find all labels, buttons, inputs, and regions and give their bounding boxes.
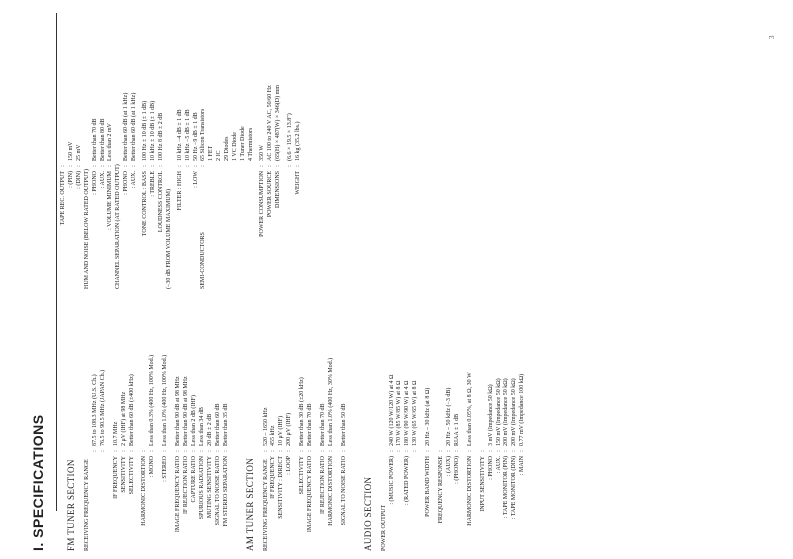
spec-row: [121, 319, 129, 551]
separator-colon: :: [67, 165, 74, 167]
spec-row: [412, 319, 420, 551]
right-column: [60, 7, 303, 289]
spec-value: 0.77 mV (Impedance 100 kΩ): [519, 373, 526, 446]
power-output-label: POWER OUTPUT: [380, 504, 387, 551]
am-range-value: 520 – 1650 kHz: [262, 407, 269, 446]
title-rule: [56, 13, 57, 511]
spec-label: IF FREQUENCY: [112, 456, 119, 499]
separator-colon: :: [274, 165, 281, 167]
semiconductor-item: 1 Tuner Diode: [239, 126, 246, 161]
spec-row: [199, 319, 207, 551]
spec-value: 87.5 to 108.3 MHz (U.S. Ch.): [91, 374, 98, 446]
spec-row: [223, 319, 231, 551]
spec-label: WEIGHT: [295, 171, 302, 195]
spec-label: FM STEREO SEPARATION: [222, 456, 229, 527]
spec-label: : AUX.: [99, 171, 106, 189]
tone-control-spec-list: [142, 7, 166, 289]
spec-row: [113, 319, 121, 551]
spec-label: FREQUENCY RESPONSE: [438, 456, 445, 524]
spec-row: [142, 7, 150, 289]
semiconductor-item: 4 Thermistors: [247, 127, 254, 161]
separator-colon: :: [183, 450, 190, 452]
spec-row: [129, 319, 137, 551]
separator-colon: :: [99, 165, 106, 167]
spec-value: Less than 1.0% (400 Hz, 30% Mod.): [327, 357, 334, 446]
spec-row: [341, 319, 349, 551]
separator-colon: :: [214, 450, 221, 452]
spec-label: : MAIN: [519, 456, 526, 476]
separator-colon: :: [446, 450, 452, 452]
separator-colon: :: [192, 165, 199, 167]
spec-value: Less than 2 mV: [107, 123, 114, 161]
separator-colon: :: [162, 450, 169, 452]
spec-value: 200 mV (Impedance 50 kΩ): [503, 378, 510, 446]
spec-value: Better than 60 dB (±400 kHz): [128, 374, 135, 446]
spec-value: 100 Hz 8 dB ± 2 dB: [157, 112, 164, 161]
spec-row: [92, 319, 100, 551]
page-title: I. SPECIFICATIONS: [30, 414, 46, 551]
separator-colon: :: [91, 165, 98, 167]
separator-colon: :: [141, 450, 148, 452]
separator-colon: :: [60, 165, 66, 167]
separator-colon: :: [412, 450, 419, 452]
loudness-note: (−30 dB FROM VOLUME MAXIMUM): [165, 189, 172, 289]
spec-value: Less than 0.05%, at 8 Ω, 30 W: [466, 372, 473, 446]
spec-label: : (MUSIC POWER): [388, 456, 395, 505]
audio-section-heading: AUDIO SECTION: [362, 476, 373, 551]
spec-value: Better than 50 dB: [340, 403, 347, 446]
spec-label: : (RATED POWER): [404, 456, 411, 505]
spec-value: Less than 2 dB (IHF): [190, 395, 197, 446]
separator-colon: :: [295, 165, 302, 167]
spec-label: : VOLUME MINIMUM: [107, 171, 114, 230]
spec-label: : (PIN): [67, 171, 74, 188]
spec-row: [307, 319, 315, 551]
separator-colon: :: [120, 450, 127, 452]
spec-value: 150 mV: [67, 141, 74, 161]
fm-section-heading: FM TUNER SECTION: [66, 459, 76, 551]
spec-value: Better than 90 dB at 98 MHz: [175, 376, 182, 446]
separator-colon: :: [157, 165, 164, 167]
spec-label: SELECTIVITY: [128, 456, 135, 495]
spec-label: IMAGE FREQUENCY RATIO: [307, 456, 314, 533]
separator-colon: :: [453, 450, 460, 452]
spec-value: Better than 35 dB: [222, 403, 229, 446]
spec-row: [286, 319, 294, 551]
semiconductor-item: 1 FET: [208, 145, 215, 161]
spec-label: : STEREO: [162, 456, 169, 482]
spec-value: Better than 90 dB at 98 MHz: [183, 376, 190, 446]
spec-row: [68, 7, 76, 289]
spec-row: [320, 319, 328, 551]
separator-colon: :: [184, 165, 191, 167]
spec-label: : TAPE MONITOR (DIN): [511, 456, 518, 520]
spec-label: : AUX.: [495, 456, 502, 474]
spec-row: [328, 319, 336, 551]
spec-value: 3 mV (Impedance 50 kΩ): [487, 384, 494, 446]
separator-colon: :: [142, 165, 149, 167]
separator-colon: :: [425, 450, 432, 452]
spec-label: INPUT SENSITIVITY: [479, 456, 486, 512]
spec-value: Better than 60 dB (at 1 kHz): [123, 92, 130, 161]
separator-colon: :: [91, 450, 98, 452]
spec-value: 2 μV (IHF) at 98 MHz: [120, 391, 127, 446]
spec-value: 100 Hz ± 10 dB (± 1 dB): [142, 100, 149, 161]
separator-colon: :: [112, 450, 119, 452]
spec-row: [150, 7, 158, 289]
spec-value: 16 kg (35.2 lbs.): [295, 121, 302, 161]
spec-label: SIGNAL TO NOISE RATIO: [214, 456, 221, 526]
spec-value: 170 W (85 W/85 W) at 8 Ω: [396, 380, 403, 446]
spec-label: IF REJECTION RATIO: [183, 456, 190, 514]
spec-label: IMAGE FREQUENCY RATIO: [175, 456, 182, 533]
filter-spec-list: [177, 7, 201, 289]
power-spec-list: [259, 7, 304, 289]
semiconductor-item: 1 VC Diode: [232, 132, 239, 161]
separator-colon: :: [340, 450, 347, 452]
spec-row: [158, 7, 166, 289]
hum-noise-spec-list: [92, 7, 116, 289]
spec-row: [123, 7, 131, 289]
separator-colon: :: [258, 165, 265, 167]
spec-label: SENSITIVITY: [120, 456, 127, 493]
spec-row: [295, 7, 303, 289]
spec-value: 130 W (65 W/65 W) at 8 Ω: [412, 380, 419, 446]
am-range-label: RECEIVING FREQUENCY RANGE: [262, 459, 269, 551]
tape-rec-spec-list: [60, 7, 84, 289]
spec-label: : LOOP: [286, 456, 293, 475]
separator-colon: :: [266, 165, 273, 167]
spec-value: (6.6 × 19.5 × 13.8"): [287, 113, 294, 161]
separator-colon: :: [466, 450, 473, 452]
separator-colon: :: [107, 165, 114, 167]
spec-value: 10 kHz −5 dB ± 1 dB: [184, 109, 191, 161]
spec-row: [446, 319, 454, 551]
separator-colon: :: [75, 165, 82, 167]
separator-colon: :: [286, 450, 293, 452]
spec-label: POWER SOURCE: [266, 171, 273, 218]
spec-row: [467, 319, 475, 551]
semiconductor-item: 65 Silicon Transistors: [200, 108, 207, 161]
fm-spec-list: [92, 319, 231, 551]
spec-label: TAPE REC. OUTPUT: [60, 171, 66, 226]
spec-label: POWER BAND WIDTH: [425, 456, 432, 517]
spec-value: AC 100 to 240 V AC, 50/60 Hz: [266, 85, 273, 161]
separator-colon: :: [396, 450, 403, 452]
spec-row: [454, 319, 462, 551]
spec-label: SPURIOUS RADIATION: [198, 456, 205, 520]
channel-separation-spec-list: [123, 7, 139, 289]
spec-value: Better than 70 dB: [319, 403, 326, 446]
spec-value: Better than 70 dB: [91, 118, 98, 161]
spec-row: [175, 319, 183, 551]
spec-label: IF REJECTION RATIO: [319, 456, 326, 514]
spec-value: Less than 1.0% (400 Hz, 100% Mod.): [162, 354, 169, 446]
separator-colon: :: [176, 165, 183, 167]
spec-row: [131, 7, 139, 289]
semiconductors-label: SEMI-CONDUCTORS: [200, 232, 207, 289]
spec-value: 20 Hz – 50 kHz (−3 dB): [446, 387, 452, 446]
semiconductors-values: [200, 7, 255, 161]
separator-colon: :: [222, 450, 229, 452]
spec-row: [215, 319, 223, 551]
separator-colon: :: [327, 450, 334, 452]
separator-colon: :: [388, 450, 395, 452]
spec-label: POWER CONSUMPTION: [258, 171, 265, 237]
separator-colon: :: [519, 450, 526, 452]
spec-row: [76, 7, 84, 289]
separator-colon: :: [438, 450, 445, 452]
spec-label: HARMONIC DISTORTION: [141, 456, 148, 526]
am-spec-list: [270, 319, 348, 551]
spec-label: CAPTURE RATIO: [190, 456, 197, 503]
spec-label: HARMONIC DISTORTION: [327, 456, 334, 526]
semiconductor-item: 2 IC: [216, 150, 223, 161]
spec-label: SELECTIVITY: [299, 456, 306, 495]
spec-value: 76.5 to 90.5 MHz (JAPAN Ch.): [99, 369, 106, 446]
spec-row: [183, 319, 191, 551]
separator-colon: :: [198, 450, 205, 452]
separator-colon: :: [149, 450, 156, 452]
channel-separation-label: CHANNEL SEPARATION (AT RATED OUTPUT): [115, 164, 122, 289]
spec-label: : (DIN): [75, 171, 82, 189]
fm-range-label: RECEIVING FREQUENCY RANGE: [84, 459, 90, 551]
spec-label: : PHONO: [91, 171, 98, 195]
spec-row: [177, 7, 185, 289]
left-column: [60, 319, 527, 551]
spec-value: Better than 30 dB (±20 kHz): [299, 377, 306, 446]
spec-label: : TREBLE: [149, 171, 156, 197]
spec-label: LOUDNESS CONTROL: [157, 171, 164, 233]
spec-row: [60, 7, 68, 289]
separator-colon: :: [149, 165, 156, 167]
spec-value: 200 μV (IHF): [286, 412, 293, 446]
spec-label: : (AUX): [446, 456, 452, 477]
spec-label: HARMONIC DISTORTION: [466, 456, 473, 526]
spec-value: 350 W: [258, 144, 265, 161]
separator-colon: :: [278, 450, 285, 452]
spec-value: Better than 70 dB: [307, 403, 314, 446]
spec-label: MUTING SENSITIVITY: [206, 456, 213, 519]
spec-row: [438, 319, 446, 551]
spec-row: [207, 319, 215, 551]
separator-colon: :: [319, 450, 326, 452]
spec-row: [267, 7, 275, 289]
spec-value: RIAA ± 1 dB: [453, 413, 460, 446]
spec-value: Less than 34 dB: [198, 407, 205, 446]
spec-row: [425, 319, 433, 551]
spec-value: Better than 60 dB: [214, 403, 221, 446]
spec-label: : TAPE MONITOR (PIN): [503, 456, 510, 519]
spec-row: [92, 7, 100, 289]
spec-value: 50 Hz −9 dB ± 1 dB: [192, 112, 199, 161]
page-number: 3: [768, 35, 776, 39]
spec-value: Better than 60 dB (at 1 kHz): [131, 92, 138, 161]
spec-label: : AUX.: [131, 171, 138, 189]
separator-colon: :: [511, 450, 518, 452]
spec-value: 20 dB ± 2 dB: [206, 413, 213, 446]
spec-value: 10 kHz −4 dB ± 1 dB: [176, 109, 183, 161]
separator-colon: :: [307, 450, 314, 452]
spec-value: (65(H) × 487(W) × 346(D) mm: [274, 85, 281, 161]
spec-value: 150 mV (Impedance 50 kΩ): [495, 378, 502, 446]
spec-label: SENSITIVITY : DIRECT: [278, 456, 285, 519]
spec-value: 25 mV: [75, 144, 82, 161]
spec-label: DIMENSIONS: [274, 171, 281, 209]
separator-colon: :: [404, 450, 411, 452]
separator-colon: :: [262, 450, 269, 452]
spec-label: TONE CONTROL : BASS: [142, 171, 149, 237]
separator-colon: :: [128, 450, 135, 452]
spec-row: [259, 7, 267, 289]
audio-spec-list: [389, 319, 528, 551]
separator-colon: :: [123, 165, 130, 167]
spec-label: IF FREQUENCY: [270, 456, 277, 499]
spec-row: [100, 319, 108, 551]
am-range-row: [263, 319, 271, 551]
spec-row: [275, 7, 283, 289]
am-section-heading: AM TUNER SECTION: [244, 457, 255, 551]
separator-colon: :: [299, 450, 306, 452]
spec-value: 180 W (90 W/90 W) at 4 Ω: [404, 380, 411, 446]
spec-value: 20 Hz – 30 kHz (at 8 Ω): [425, 387, 432, 446]
spec-row: [193, 7, 201, 289]
spec-value: 10.7 MHz: [112, 421, 119, 446]
separator-colon: :: [287, 165, 294, 167]
spec-row: [100, 7, 108, 289]
separator-colon: :: [200, 165, 207, 167]
spec-value: 10 kHz ± 10 dB (± 1 dB): [149, 100, 156, 161]
spec-row: [488, 319, 496, 551]
hum-noise-label: HUM AND NOISE (BELOW RATED OUTPUT): [83, 168, 90, 289]
spec-label: : PHONO: [487, 456, 494, 480]
separator-colon: :: [206, 450, 213, 452]
spec-row: [480, 319, 488, 551]
separator-colon: :: [270, 450, 277, 452]
spec-value: Better than 80 dB: [99, 118, 106, 161]
separator-colon: :: [503, 450, 510, 452]
spec-value: 200 mV (Impedance 50 kΩ): [511, 378, 518, 446]
spec-row: [519, 319, 527, 551]
spec-label: SIGNAL TO NOISE RATIO: [340, 456, 347, 526]
spec-label: : PHONO: [123, 171, 130, 195]
spec-label: : LOW: [192, 171, 199, 188]
separator-colon: :: [175, 450, 182, 452]
semiconductors-row: [200, 7, 255, 289]
spec-value: 240 W (120 W/120 W) at 4 Ω: [388, 374, 395, 446]
separator-colon: :: [479, 450, 486, 452]
separator-colon: :: [131, 165, 138, 167]
spec-row: [149, 319, 157, 551]
semiconductor-item: 29 Diodes: [224, 136, 231, 161]
spec-label: : (PHONO): [453, 456, 460, 484]
spec-label: FILTER : HIGH: [176, 171, 183, 211]
spec-row: [185, 7, 193, 289]
spec-value: 455 kHz: [270, 425, 277, 446]
spec-value: Less than 0.3% (400 Hz, 100% Mod.): [149, 354, 156, 446]
spec-row: [162, 319, 170, 551]
spec-value: 10 μV (IHF): [278, 415, 285, 446]
separator-colon: :: [99, 450, 106, 452]
spec-label: : MONO: [149, 456, 156, 478]
separator-colon: :: [487, 450, 494, 452]
separator-colon: :: [190, 450, 197, 452]
separator-colon: :: [495, 450, 502, 452]
spec-row: [191, 319, 199, 551]
spec-row: [299, 319, 307, 551]
